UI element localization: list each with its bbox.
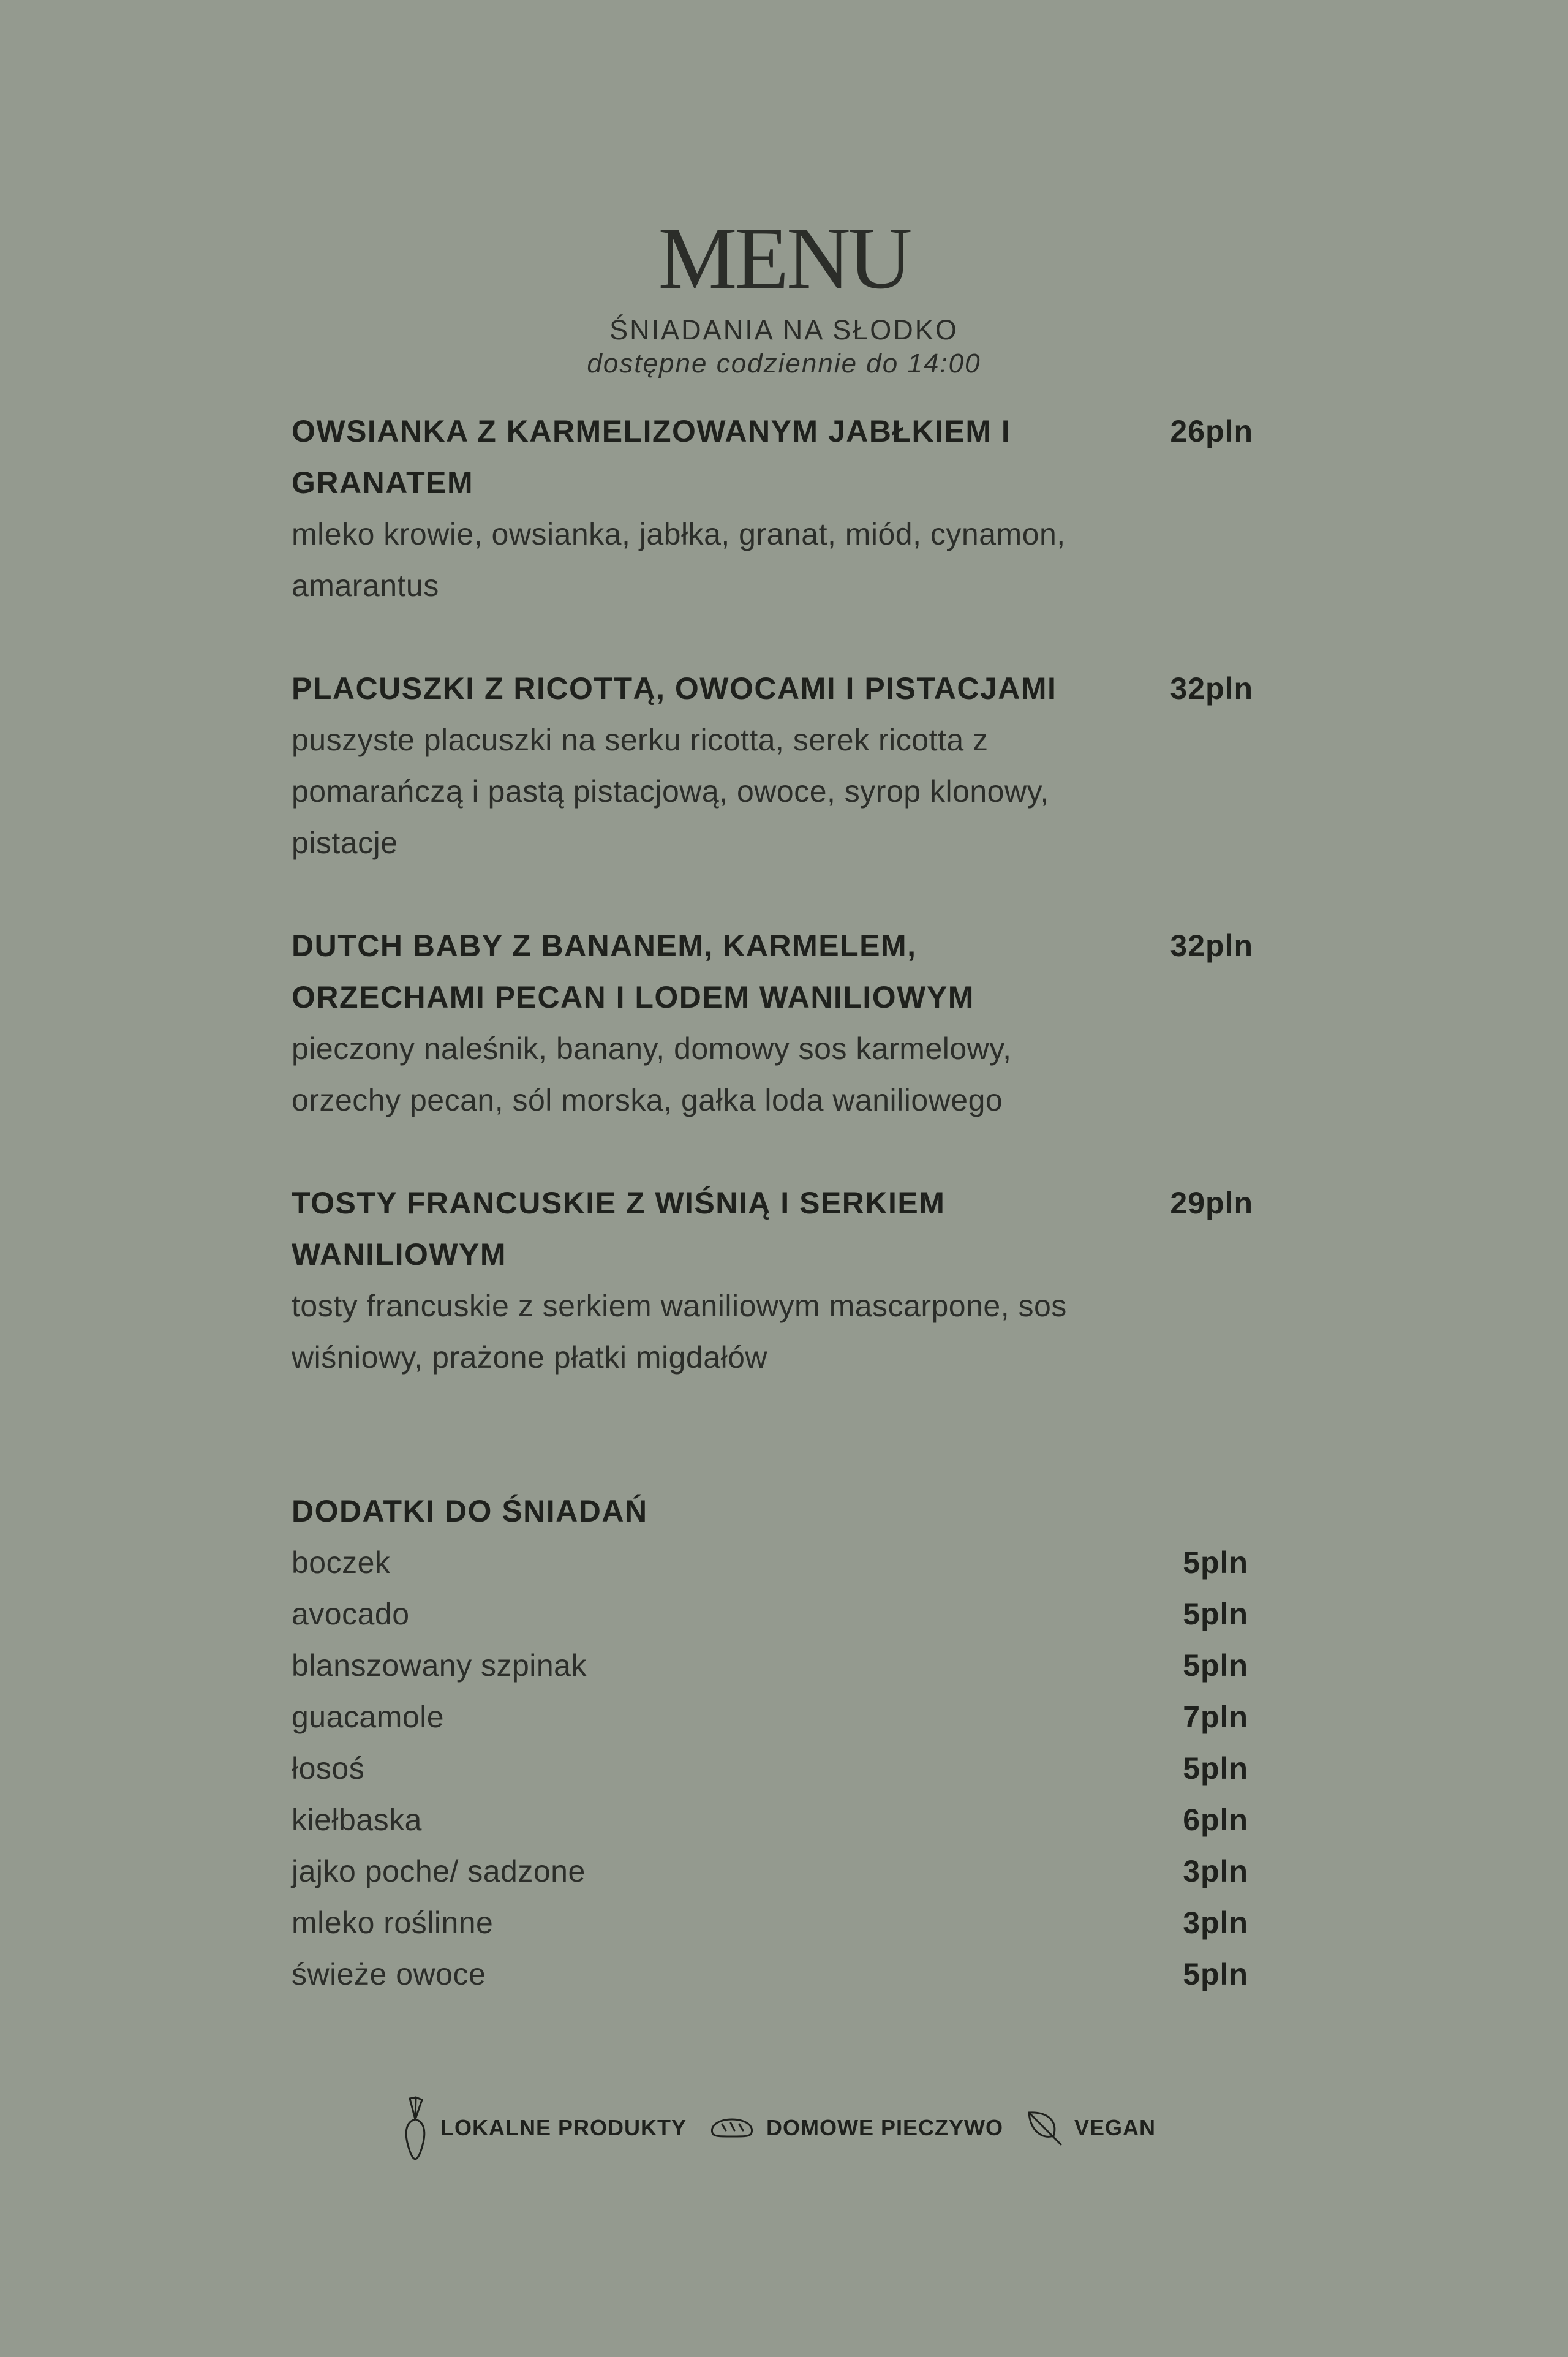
item-price: 32pln [1170, 929, 1253, 963]
legend [0, 2095, 1568, 2161]
extra-row [292, 1640, 1248, 1691]
extra-name: avocado [292, 1597, 410, 1631]
extra-price: 5pln [1183, 1545, 1248, 1580]
availability-note: dostępne codziennie do 14:00 [587, 349, 981, 379]
legend-label-local: LOKALNE PRODUKTY [440, 2115, 687, 2140]
bread-icon [709, 2117, 755, 2139]
item-price: 32pln [1170, 671, 1253, 706]
extra-price: 6pln [1183, 1803, 1248, 1837]
extra-row [292, 1537, 1248, 1588]
extra-price: 5pln [1183, 1648, 1248, 1683]
menu-item [292, 1177, 1253, 1383]
item-name: TOSTY FRANCUSKIE Z WIŚNIĄ I SERKIEM WANILIOWYM [292, 1186, 946, 1272]
item-description: pieczony naleśnik, banany, domowy sos karmelowy, orzechy pecan, sól morska, gałka loda waniliowego [292, 1031, 1012, 1117]
legend-label-vegan: VEGAN [1074, 2115, 1156, 2140]
extra-name: guacamole [292, 1700, 445, 1734]
legend-label-bread: DOMOWE PIECZYWO [766, 2115, 1003, 2140]
leaf-icon [1025, 2109, 1063, 2147]
menu-subtitle: ŚNIADANIA NA SŁODKO [609, 314, 959, 345]
extra-row [292, 1588, 1248, 1640]
menu-item [292, 920, 1253, 1126]
extra-name: jajko poche/ sadzone [292, 1854, 586, 1888]
extra-price: 3pln [1183, 1906, 1248, 1940]
extra-row [292, 1897, 1248, 1948]
extra-price: 7pln [1183, 1700, 1248, 1734]
extra-row [292, 1743, 1248, 1794]
item-name: PLACUSZKI Z RICOTTĄ, OWOCAMI I PISTACJAMI [292, 671, 1057, 706]
extras-title: DODATKI DO ŚNIADAŃ [292, 1494, 648, 1528]
extras-section [292, 1485, 1248, 2000]
item-name: OWSIANKA Z KARMELIZOWANYM JABŁKIEM I GRANATEM [292, 414, 1011, 500]
extra-name: blanszowany szpinak [292, 1648, 587, 1683]
extra-row [292, 1948, 1248, 2000]
extra-price: 3pln [1183, 1854, 1248, 1888]
menu-item [292, 663, 1253, 869]
extra-name: boczek [292, 1545, 391, 1580]
item-name: DUTCH BABY Z BANANEM, KARMELEM, ORZECHAMI PECAN I LODEM WANILIOWYM [292, 929, 974, 1014]
item-description: tosty francuskie z serkiem waniliowym mascarpone, sos wiśniowy, prażone płatki migdałów [292, 1289, 1067, 1375]
item-description: mleko krowie, owsianka, jabłka, granat, miód, cynamon, amarantus [292, 517, 1066, 603]
menu-item [292, 405, 1253, 611]
extra-price: 5pln [1183, 1751, 1248, 1786]
extra-name: mleko roślinne [292, 1906, 494, 1940]
extra-price: 5pln [1183, 1597, 1248, 1631]
extra-row [292, 1794, 1248, 1846]
item-price: 29pln [1170, 1186, 1253, 1220]
extra-name: kiełbaska [292, 1803, 422, 1837]
carrot-icon [401, 2095, 429, 2161]
menu-title: MENU [658, 209, 910, 307]
item-price: 26pln [1170, 414, 1253, 448]
item-description: puszyste placuszki na serku ricotta, serek ricotta z pomarańczą i pastą pistacjową, owoce, syrop klonowy, pistacje [292, 723, 1049, 860]
extra-price: 5pln [1183, 1957, 1248, 1991]
extra-row [292, 1691, 1248, 1743]
extra-name: łosoś [292, 1751, 365, 1786]
extra-row [292, 1846, 1248, 1897]
extra-name: świeże owoce [292, 1957, 486, 1991]
